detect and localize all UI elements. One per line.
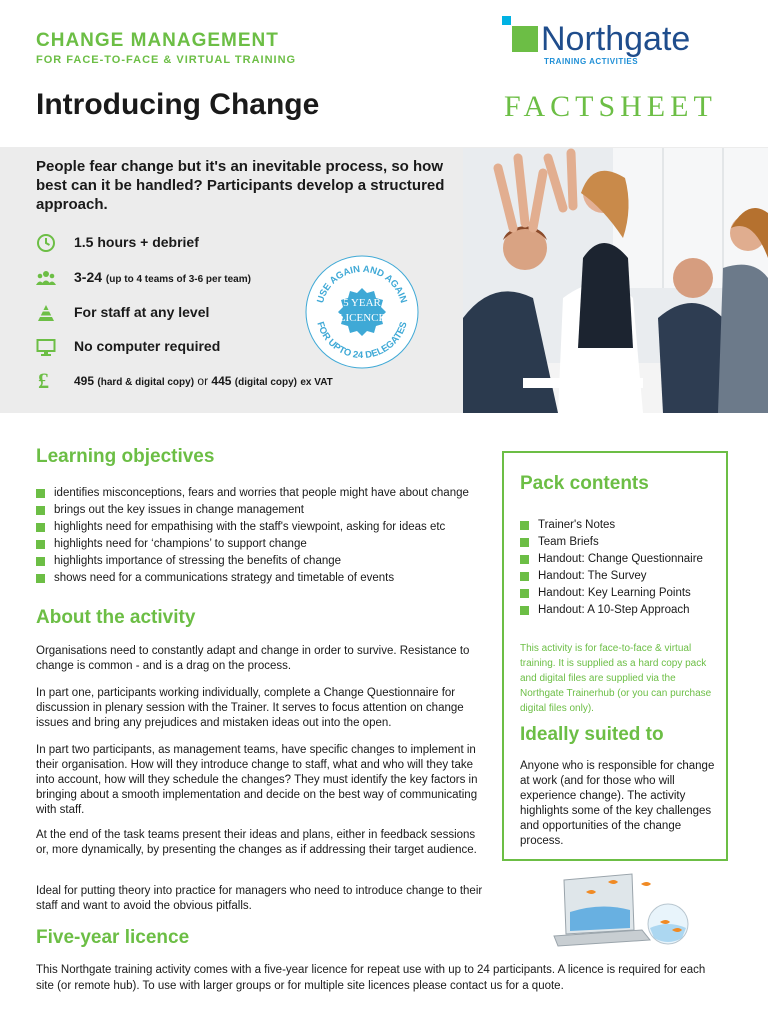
price-digital-note: (digital copy): [234, 377, 298, 388]
objectives-heading: Learning objectives: [36, 446, 215, 467]
category-subtitle: FOR FACE-TO-FACE & VIRTUAL TRAINING: [36, 54, 297, 66]
suited-text: Anyone who is responsible for change at work (and for those who will experience change). The activity highlights some of the key challenges and opportunities of the change process.: [520, 760, 715, 847]
bullet-square-icon: [520, 521, 529, 530]
objectives-list: [36, 485, 469, 587]
page-title: Introducing Change: [36, 88, 320, 121]
logo-tagline: TRAINING ACTIVITIES: [544, 57, 639, 66]
list-item: Team Briefs: [520, 534, 703, 551]
activity-paragraph-4: At the end of the task teams present their ideas and plans, either in feedback sessions or, more dynamically, by presenting the changes as if addressing their target audience.: [36, 829, 477, 856]
price-or: or: [197, 374, 209, 388]
bullet-square-icon: [520, 555, 529, 564]
seal-top-arc: USE AGAIN AND AGAIN: [315, 263, 409, 305]
bullet-square-icon: [36, 557, 45, 566]
logo-wordmark: Northgate: [541, 20, 691, 58]
clock-icon: [36, 233, 56, 253]
bullet-square-icon: [36, 489, 45, 498]
people-icon: [36, 268, 56, 288]
list-item: highlights need for ‘champions’ to support change: [36, 536, 469, 553]
intro-text: People fear change but it's an inevitable process, so how best can it be handled? Participants develop a structured approach.: [36, 158, 445, 213]
bullet-square-icon: [520, 572, 529, 581]
activity-heading: About the activity: [36, 607, 196, 628]
suited-heading: Ideally suited to: [520, 724, 664, 745]
bullet-square-icon: [520, 538, 529, 547]
licence-text: This Northgate training activity comes with a five-year licence for repeat use with up to 24 participants. A licence is required for each site (or remote hub). To use with larger groups or for multiple site licences please contact us for a quote.: [36, 964, 706, 992]
activity-paragraph-1: Organisations need to constantly adapt and change in order to survive. Resistance to change is common - and is a drag on the process.: [36, 645, 470, 672]
monitor-icon: [36, 337, 56, 357]
bullet-square-icon: [520, 606, 529, 615]
team-celebration-photo: [463, 148, 768, 413]
factsheet-label: FACTSHEET: [504, 90, 717, 123]
list-item: highlights importance of stressing the benefits of change: [36, 553, 469, 570]
laptop-goldfish-illustration: [546, 872, 696, 954]
seal-bottom-arc: FOR UPTO 24 DELEGATES: [314, 320, 410, 362]
group-size-note: (up to 4 teams of 3-6 per team): [105, 274, 251, 285]
pyramid-icon: [36, 303, 56, 323]
pack-list: [520, 517, 703, 619]
bullet-square-icon: [36, 506, 45, 515]
price-hard: 495: [74, 374, 95, 388]
bullet-square-icon: [520, 589, 529, 598]
category-title: CHANGE MANAGEMENT: [36, 30, 279, 51]
list-item: Handout: The Survey: [520, 568, 703, 585]
pack-note: This activity is for face-to-face & virtual training. It is supplied as a hard copy pack and digital files are supplied via the Northgate Trainerhub (or you can purchase digital files only).: [520, 643, 712, 714]
computer-text: No computer required: [74, 338, 221, 354]
licence-heading: Five-year licence: [36, 927, 190, 948]
bullet-square-icon: [36, 574, 45, 583]
group-size-text: 3-24: [74, 269, 103, 285]
list-item: shows need for a communications strategy and timetable of events: [36, 570, 469, 587]
bullet-square-icon: [36, 540, 45, 549]
list-item: brings out the key issues in change management: [36, 502, 469, 519]
pound-icon: £: [38, 368, 49, 393]
level-text: For staff at any level: [74, 304, 210, 320]
list-item: highlights need for empathising with the staff's viewpoint, asking for ideas etc: [36, 519, 469, 536]
list-item: Handout: A 10-Step Approach: [520, 602, 703, 619]
list-item: Handout: Change Questionnaire: [520, 551, 703, 568]
list-item: Trainer's Notes: [520, 517, 703, 534]
price-digital: 445: [211, 374, 232, 388]
pack-heading: Pack contents: [520, 473, 649, 494]
activity-paragraph-5: Ideal for putting theory into practice for managers who need to introduce change to their staff and want to avoid the obvious pitfalls.: [36, 885, 483, 912]
duration-text: 1.5 hours + debrief: [74, 234, 199, 250]
seal-line1: 5 YEAR: [343, 297, 381, 309]
activity-paragraph-2: In part one, participants working individually, complete a Change Questionnaire for discussion in plenary session with the Trainer. It serves to focus attention on change issues and bring any prejudices and mistaken ideas out into the open.: [36, 687, 464, 729]
price-suffix: ex VAT: [300, 377, 333, 388]
list-item: Handout: Key Learning Points: [520, 585, 703, 602]
list-item: identifies misconceptions, fears and worries that people might have about change: [36, 485, 469, 502]
licence-seal: [300, 250, 424, 374]
activity-paragraph-3: In part two participants, as management teams, have specific changes to implement in their organisation. How will they introduce change to staff, what and who will they take into account, how will they schedule the changes? They must identify the key factors in bringing about a smooth implementation and decide on the best way of communicating with staff.: [36, 744, 478, 816]
price-hard-note: (hard & digital copy): [97, 377, 195, 388]
seal-line2: LICENCE: [338, 312, 386, 324]
bullet-square-icon: [36, 523, 45, 532]
